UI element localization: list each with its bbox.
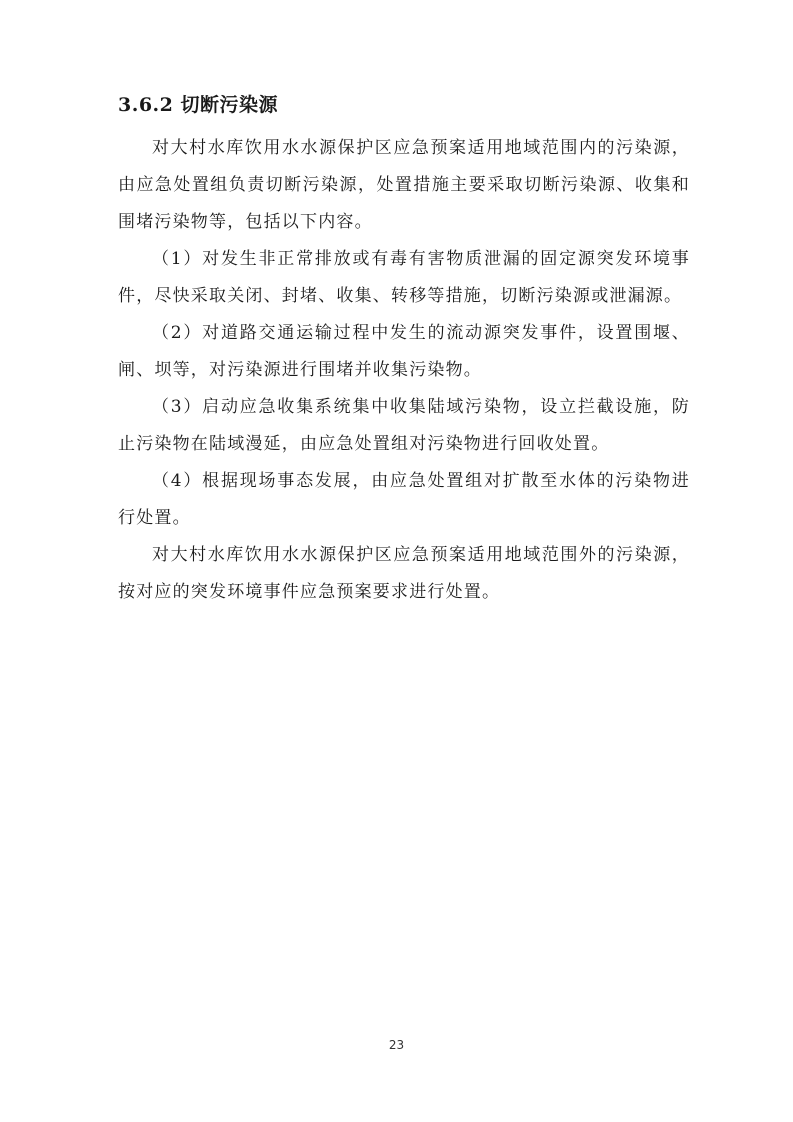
paragraph-item-1: （1）对发生非正常排放或有毒有害物质泄漏的固定源突发环境事件，尽快采取关闭、封堵、收集、转移等措施，切断污染源或泄漏源。	[118, 249, 690, 306]
paragraph-item-3: （3）启动应急收集系统集中收集陆域污染物，设立拦截设施，防止污染物在陆域漫延，由应急处置组对污染物进行回收处置。	[118, 397, 690, 454]
page-number: 23	[388, 1038, 405, 1052]
paragraph-intro: 对大村水库饮用水水源保护区应急预案适用地域范围内的污染源， 由应急处置组负责切断污染源，处置措施主要采取切断污染源、收集和围堵污染物等，包括以下内容。	[118, 138, 690, 232]
paragraph-item-2: （2）对道路交通运输过程中发生的流动源突发事件，设置围堰、闸、坝等，对污染源进行围堵并收集污染物。	[118, 323, 690, 380]
paragraph-item-4: （4）根据现场事态发展，由应急处置组对扩散至水体的污染物进行处置。	[118, 471, 690, 528]
paragraph-closing: 对大村水库饮用水水源保护区应急预案适用地域范围外的污染源，按对应的突发环境事件应急预案要求进行处置。	[118, 545, 690, 602]
document-body	[118, 90, 690, 611]
section-heading: 3.6.2 切断污染源	[118, 94, 279, 116]
